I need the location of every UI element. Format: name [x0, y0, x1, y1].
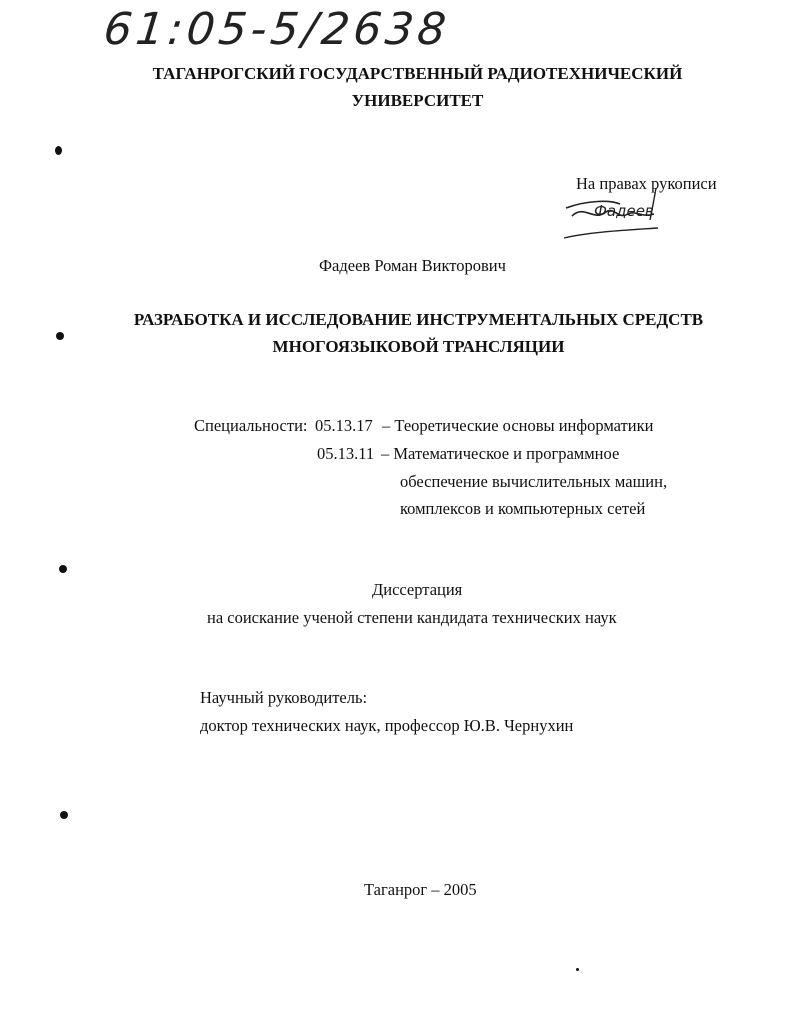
- signature: [558, 178, 668, 244]
- specialty-2-name-line1: – Математическое и программное: [381, 444, 620, 463]
- place-year: Таганрог – 2005: [364, 880, 477, 899]
- manuscript-note: На правах рукописи: [576, 174, 717, 193]
- degree-purpose: на соискание ученой степени кандидата технических наук: [207, 608, 617, 627]
- margin-dot: [59, 565, 67, 573]
- specialty-2-name-line3: комплексов и компьютерных сетей: [400, 499, 646, 518]
- dissertation-title-line1: РАЗРАБОТКА И ИССЛЕДОВАНИЕ ИНСТРУМЕНТАЛЬНЫХ СРЕДСТВ: [133, 310, 704, 329]
- supervisor-details: доктор технических наук, профессор Ю.В. Чернухин: [200, 716, 574, 735]
- archive-code: 61:05-5/2638: [101, 4, 453, 55]
- specialty-2-name-line2: обеспечение вычислительных машин,: [400, 472, 668, 491]
- margin-dot: [55, 146, 62, 155]
- author-name: Фадеев Роман Викторович: [319, 256, 506, 275]
- signature-text: Фадеев: [594, 202, 654, 220]
- document-type: Диссертация: [372, 580, 463, 599]
- margin-dot: [60, 811, 68, 819]
- margin-dot: [576, 968, 579, 971]
- university-name-line2: УНИВЕРСИТЕТ: [351, 91, 484, 110]
- specialty-1-code: 05.13.17: [315, 416, 373, 435]
- university-name-line1: ТАГАНРОГСКИЙ ГОСУДАРСТВЕННЫЙ РАДИОТЕХНИЧЕСКИЙ: [152, 64, 683, 83]
- specialty-2-code: 05.13.11: [317, 444, 375, 463]
- specialty-1-name: – Теоретические основы информатики: [382, 416, 654, 435]
- supervisor-label: Научный руководитель:: [200, 688, 368, 707]
- specialties-label: Специальности:: [194, 416, 308, 435]
- dissertation-title-line2: МНОГОЯЗЫКОВОЙ ТРАНСЛЯЦИИ: [272, 337, 565, 356]
